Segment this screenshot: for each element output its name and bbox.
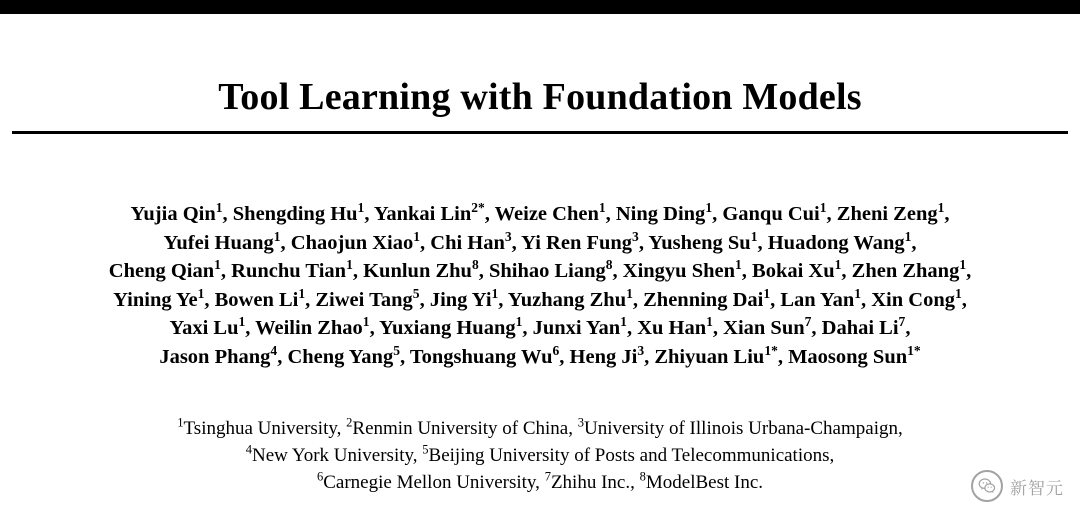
author-name: Junxi Yan — [532, 317, 621, 339]
affiliation-name: Beijing University of Posts and Telecommunications, — [428, 445, 835, 466]
author-affiliation-marker: 1 — [491, 285, 499, 301]
affiliation-name: New York University, — [251, 445, 418, 466]
author-name: Xu Han — [637, 317, 707, 339]
author-name: Weize Chen — [494, 203, 599, 225]
author-name: Xin Cong — [871, 288, 955, 311]
author-name: Huadong Wang — [767, 231, 905, 254]
author-name: Chaojun Xiao — [290, 231, 414, 254]
author-affiliation-marker: 1 — [959, 257, 967, 273]
wechat-icon — [971, 470, 1003, 502]
author-name: Zhenning Dai — [643, 288, 764, 311]
page-title: Tool Learning with Foundation Models — [218, 76, 862, 119]
author-affiliation-marker: 2* — [471, 200, 485, 216]
author-affiliation-marker: 1 — [214, 257, 221, 273]
author-affiliation-marker: 1 — [763, 285, 771, 301]
author-affiliation-marker: 7 — [804, 314, 812, 330]
author-affiliation-marker: 1 — [904, 228, 912, 244]
affiliation-name: ModelBest Inc. — [645, 472, 764, 493]
author-name: Cheng Qian — [108, 260, 215, 282]
affiliation-line — [18, 442, 1062, 469]
author-affiliation-marker: 1 — [215, 200, 223, 216]
author-name: Weilin Zhao — [255, 317, 363, 339]
author-affiliation-marker: 1 — [750, 228, 758, 244]
author-affiliation-marker: 1 — [954, 285, 962, 301]
author-name: Dahai Li — [821, 317, 899, 339]
author-list — [18, 200, 1062, 371]
affiliation-name: University of Illinois Urbana-Champaign, — [584, 418, 903, 439]
affiliation-marker: 6 — [316, 469, 324, 484]
author-affiliation-marker: 1 — [273, 228, 281, 244]
author-name: Cheng Yang — [287, 345, 394, 368]
author-affiliation-marker: 1* — [907, 342, 921, 358]
author-affiliation-marker: 1 — [819, 200, 827, 216]
affiliation-line — [18, 415, 1062, 442]
affiliation-marker: 5 — [422, 442, 429, 457]
author-affiliation-marker: 1 — [298, 285, 306, 301]
author-name: Lan Yan — [780, 288, 855, 311]
author-affiliation-marker: 1 — [706, 314, 713, 330]
affiliation-name: Zhihu Inc., — [550, 472, 635, 493]
author-name: Jing Yi — [429, 288, 492, 311]
author-line: Yufei Huang$^1$, Chaojun Xiao$^1$, Chi Han$^3$, Yi Ren Fung$^3$, Yusheng Su$^1$, Huadong Wang$^1$, — [163, 228, 917, 254]
author-name: Shengding Hu — [232, 203, 358, 225]
author-name: Ning Ding — [615, 203, 706, 225]
author-name: Ganqu Cui — [722, 203, 820, 225]
author-line: Yining Ye$^1$, Bowen Li$^1$, Ziwei Tang$^5$, Jing Yi$^1$, Yuzhang Zhu$^1$, Zhenning Dai$^1$, Lan Yan$^1$, Xin Cong$^1$, — [113, 285, 967, 311]
author-name: Zhiyuan Liu — [654, 345, 765, 368]
author-name: Bokai Xu — [752, 260, 835, 282]
affiliation-line — [18, 469, 1062, 496]
author-affiliation-marker: 1 — [705, 200, 713, 216]
affiliation-marker: 8 — [639, 469, 646, 484]
affiliation-name: Tsinghua University, — [183, 418, 342, 439]
author-affiliation-marker: 1 — [626, 285, 633, 301]
affiliation-marker: 1 — [177, 415, 184, 430]
watermark-label: 新智元 — [1010, 478, 1064, 499]
author-name: Yujia Qin — [130, 203, 216, 225]
author-affiliation-marker: 1 — [834, 257, 842, 273]
author-affiliation-marker: 4 — [270, 342, 278, 358]
author-line: Yaxi Lu$^1$, Weilin Zhao$^1$, Yuxiang Huang$^1$, Junxi Yan$^1$, Xu Han$^1$, Xian Sun$^7$, Dahai Li$^7$, — [169, 314, 911, 339]
author-affiliation-marker: 8 — [471, 257, 479, 273]
author-name: Xian Sun — [723, 317, 805, 339]
author-name: Yankai Lin — [373, 203, 472, 225]
author-affiliation-marker: 5 — [393, 342, 400, 358]
author-affiliation-marker: 3 — [504, 228, 512, 244]
author-name: Xingyu Shen — [622, 260, 736, 282]
affiliation-name: Carnegie Mellon University, — [323, 472, 540, 493]
author-line: Cheng Qian$^1$, Runchu Tian$^1$, Kunlun Zhu$^8$, Shihao Liang$^8$, Xingyu Shen$^1$, Bokai Xu$^1$, Zhen Zhang$^1$, — [108, 257, 972, 282]
title-divider — [12, 131, 1068, 134]
author-name: Zheni Zeng — [836, 203, 938, 225]
affiliation-marker: 3 — [577, 415, 585, 430]
author-name: Shihao Liang — [488, 260, 606, 282]
author-name: Zhen Zhang — [851, 260, 960, 282]
author-name: Maosong Sun — [788, 345, 908, 368]
author-name: Yuzhang Zhu — [507, 288, 627, 311]
author-affiliation-marker: 1 — [854, 285, 861, 301]
author-name: Yuxiang Huang — [379, 317, 516, 339]
author-affiliation-marker: 1 — [937, 200, 945, 216]
author-name: Yi Ren Fung — [521, 231, 633, 254]
author-affiliation-marker: 1 — [598, 200, 606, 216]
author-affiliation-marker: 8 — [605, 257, 613, 273]
affiliation-name: Renmin University of China, — [352, 418, 573, 439]
author-affiliation-marker: 1 — [197, 285, 205, 301]
author-affiliation-marker: 7 — [898, 314, 906, 330]
author-name: Yining Ye — [113, 288, 198, 311]
author-name: Chi Han — [430, 231, 505, 254]
author-affiliation-marker: 1 — [735, 257, 742, 273]
author-name: Yufei Huang — [163, 231, 274, 254]
author-affiliation-marker: 3 — [632, 228, 639, 244]
author-name: Ziwei Tang — [315, 288, 413, 311]
author-name: Jason Phang — [159, 345, 271, 368]
author-affiliation-marker: 5 — [412, 285, 420, 301]
author-affiliation-marker: 1 — [357, 200, 365, 216]
affiliation-marker: 2 — [346, 415, 353, 430]
author-name: Heng Ji — [569, 345, 638, 368]
affiliation-marker: 7 — [544, 469, 551, 484]
affiliation-marker: 4 — [245, 442, 252, 457]
author-affiliation-marker: 1 — [346, 257, 353, 273]
affiliation-list — [18, 415, 1062, 496]
author-name: Kunlun Zhu — [363, 260, 472, 282]
author-affiliation-marker: 3 — [637, 342, 645, 358]
watermark — [971, 470, 1064, 502]
author-affiliation-marker: 1 — [413, 228, 421, 244]
author-line: Yujia Qin$^1$, Shengding Hu$^1$, Yankai Lin$^{2*}$, Weize Chen$^1$, Ning Ding$^1$, Ganqu Cui$^1$, Zheni Zeng$^1$, — [130, 200, 950, 225]
author-name: Tongshuang Wu — [409, 345, 553, 368]
author-affiliation-marker: 1 — [362, 314, 370, 330]
author-name: Runchu Tian — [231, 260, 347, 282]
author-affiliation-marker: 6 — [552, 342, 560, 358]
author-name: Bowen Li — [214, 288, 299, 311]
author-affiliation-marker: 1* — [764, 342, 778, 358]
author-affiliation-marker: 1 — [515, 314, 523, 330]
author-name: Yaxi Lu — [169, 317, 239, 339]
author-affiliation-marker: 1 — [238, 314, 246, 330]
author-name: Yusheng Su — [648, 231, 751, 254]
author-affiliation-marker: 1 — [620, 314, 627, 330]
top-black-bar — [0, 0, 1080, 14]
author-line: Jason Phang$^4$, Cheng Yang$^5$, Tongshuang Wu$^6$, Heng Ji$^3$, Zhiyuan Liu$^{1*}$, Maosong Sun$^{1*}$ — [159, 342, 921, 368]
